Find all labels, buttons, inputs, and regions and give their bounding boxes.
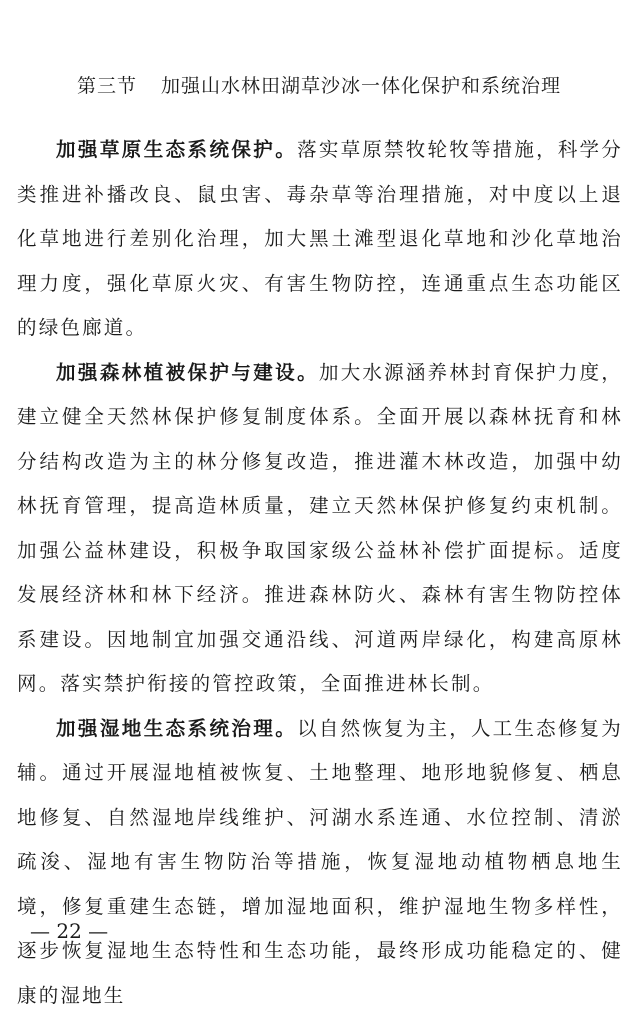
- section-heading: [0, 72, 638, 100]
- section-title-text: 加强山水林田湖草沙冰一体化保护和系统治理: [161, 75, 561, 97]
- paragraph-body: 以自然恢复为主，人工生态修复为辅。通过开展湿地植被恢复、土地整理、地形地貌修复、栖息地修复、自然湿地岸线维护、河湖水系连通、水位控制、清淤疏浚、湿地有害生物防治等措施，恢复湿地动植物栖息地生境，修复重建生态链，增加湿地面积，维护湿地生物多样性，逐步恢复湿地生态特性和生态功能，最终形成功能稳定的、健康的湿地生: [17, 717, 623, 1007]
- paragraph-grassland: [17, 128, 623, 351]
- section-number: 第三节: [77, 75, 137, 97]
- paragraph-lead: 加强森林植被保护与建设。: [56, 361, 319, 384]
- body-text: [17, 128, 623, 1018]
- paragraph-lead: 加强湿地生态系统治理。: [56, 717, 297, 740]
- paragraph-lead: 加强草原生态系统保护。: [56, 138, 297, 161]
- paragraph-body: 落实草原禁牧轮牧等措施，科学分类推进补播改良、鼠虫害、毒杂草等治理措施，对中度以上退化草地进行差别化治理，加大黑土滩型退化草地和沙化草地治理力度，强化草原火灾、有害生物防控，连通重点生态功能区的绿色廊道。: [17, 138, 623, 339]
- paragraph-forest: [17, 351, 623, 707]
- paragraph-body: 加大水源涵养林封育保护力度，建立健全天然林保护修复制度体系。全面开展以森林抚育和林分结构改造为主的林分修复改造，推进灌木林改造，加强中幼林抚育管理，提高造林质量，建立天然林保护修复约束机制。加强公益林建设，积极争取国家级公益林补偿扩面提标。适度发展经济林和林下经济。推进森林防火、森林有害生物防控体系建设。因地制宜加强交通沿线、河道两岸绿化，构建高原林网。落实禁护衔接的管控政策，全面推进林长制。: [17, 361, 623, 696]
- page-number: — 22 —: [30, 918, 108, 944]
- paragraph-wetland: [17, 707, 623, 1018]
